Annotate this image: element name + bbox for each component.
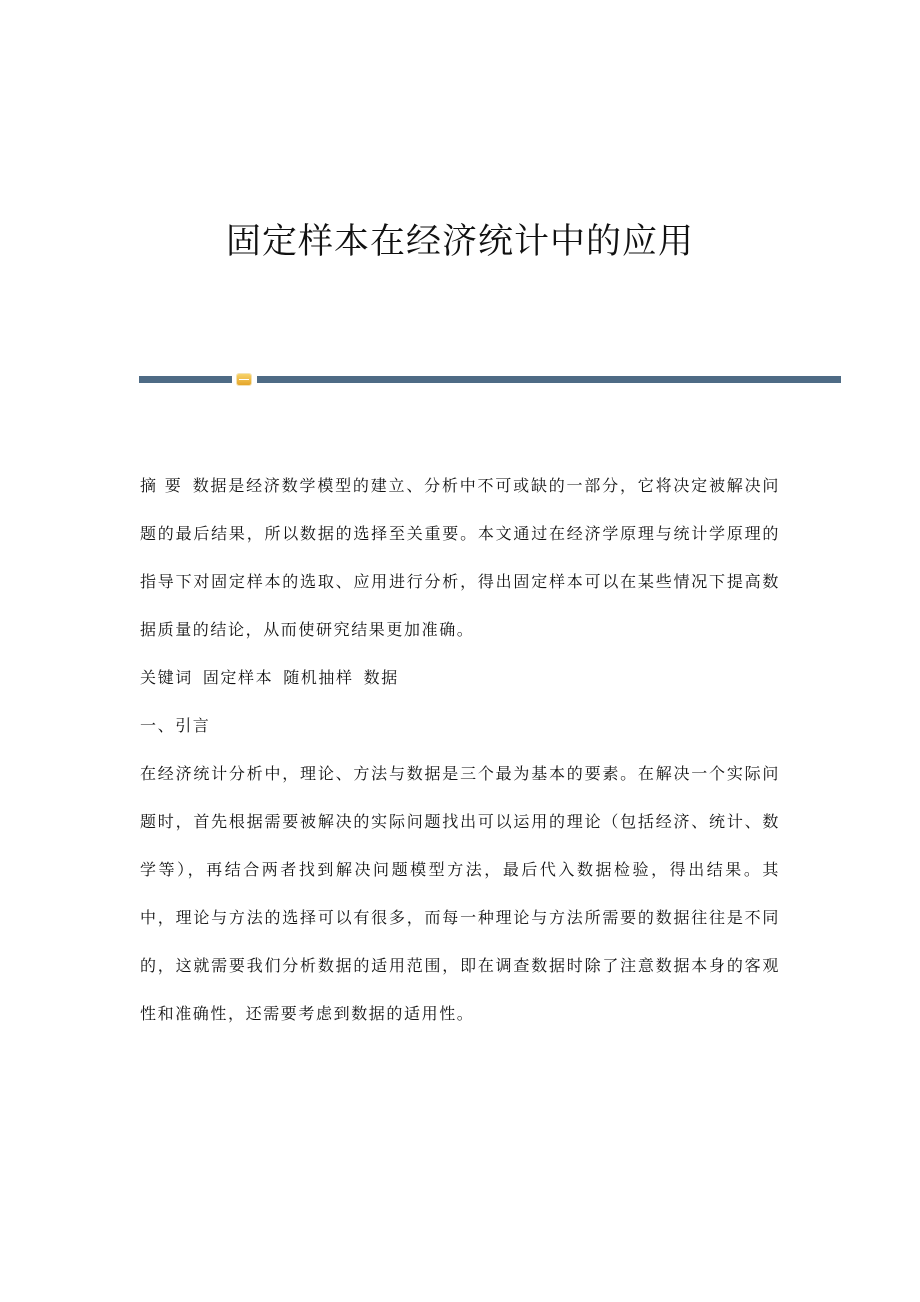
abstract-text: 数据是经济数学模型的建立、分析中不可或缺的一部分，它将决定被解决问题的最后结果，所以数据的选择至关重要。本文通过在经济学原理与统计学原理的指导下对固定样本的选取、应用进行分析，得出固定样本可以在某些情况下提高数据质量的结论，从而使研究结果更加准确。 [140, 476, 780, 639]
keyword-item: 固定样本 [202, 668, 274, 687]
title-divider [139, 374, 841, 386]
divider-emblem-icon [237, 374, 251, 385]
section-heading-introduction: 一、引言 [140, 716, 211, 735]
document-body [140, 462, 780, 1038]
abstract-paragraph [140, 462, 780, 654]
keyword-item: 数据 [363, 668, 399, 687]
keywords-line [140, 654, 780, 702]
keyword-item: 随机抽样 [283, 668, 354, 687]
divider-bar-left [139, 376, 232, 383]
document-title: 固定样本在经济统计中的应用 [225, 222, 694, 262]
keywords-label: 关键词 [140, 668, 193, 687]
divider-bar-right [257, 376, 841, 383]
introduction-paragraph: 在经济统计分析中，理论、方法与数据是三个最为基本的要素。在解决一个实际问题时，首先根据需要被解决的实际问题找出可以运用的理论（包括经济、统计、数学等），再结合两者找到解决问题模型方法，最后代入数据检验，得出结果。其中，理论与方法的选择可以有很多，而每一种理论与方法所需要的数据往往是不同的，这就需要我们分析数据的适用范围，即在调查数据时除了注意数据本身的客观性和准确性，还需要考虑到数据的适用性。 [140, 764, 780, 1023]
abstract-label: 摘 要 [140, 476, 183, 495]
